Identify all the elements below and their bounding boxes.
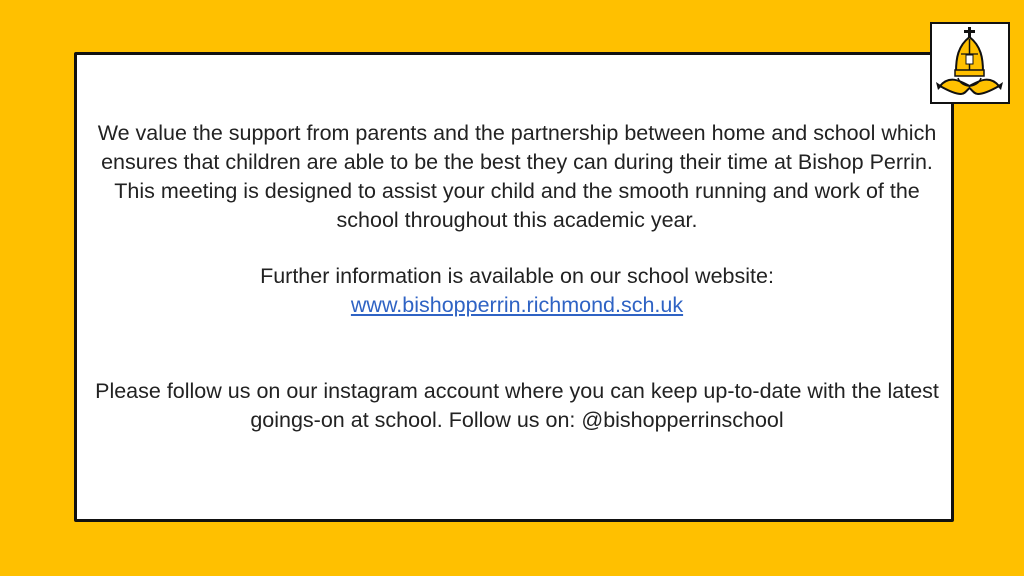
school-logo [930, 22, 1010, 104]
website-intro-text: Further information is available on our school website: [260, 264, 774, 288]
content-box [74, 52, 954, 522]
bishop-mitre-crest-icon [932, 24, 1008, 102]
website-link[interactable]: www.bishopperrin.richmond.sch.uk [350, 293, 684, 317]
website-section [77, 262, 957, 320]
intro-paragraph: We value the support from parents and the partnership between home and school which ensures that children are able to be the best they can during their time at Bishop Perrin. This meeting is designed to assist your child and the smooth running and work of the school throughout this academic year. [97, 121, 937, 232]
instagram-paragraph: Please follow us on our instagram account where you can keep up-to-date with the latest goings-on at school. Follow us on: @bishopperrinschool [95, 379, 939, 432]
